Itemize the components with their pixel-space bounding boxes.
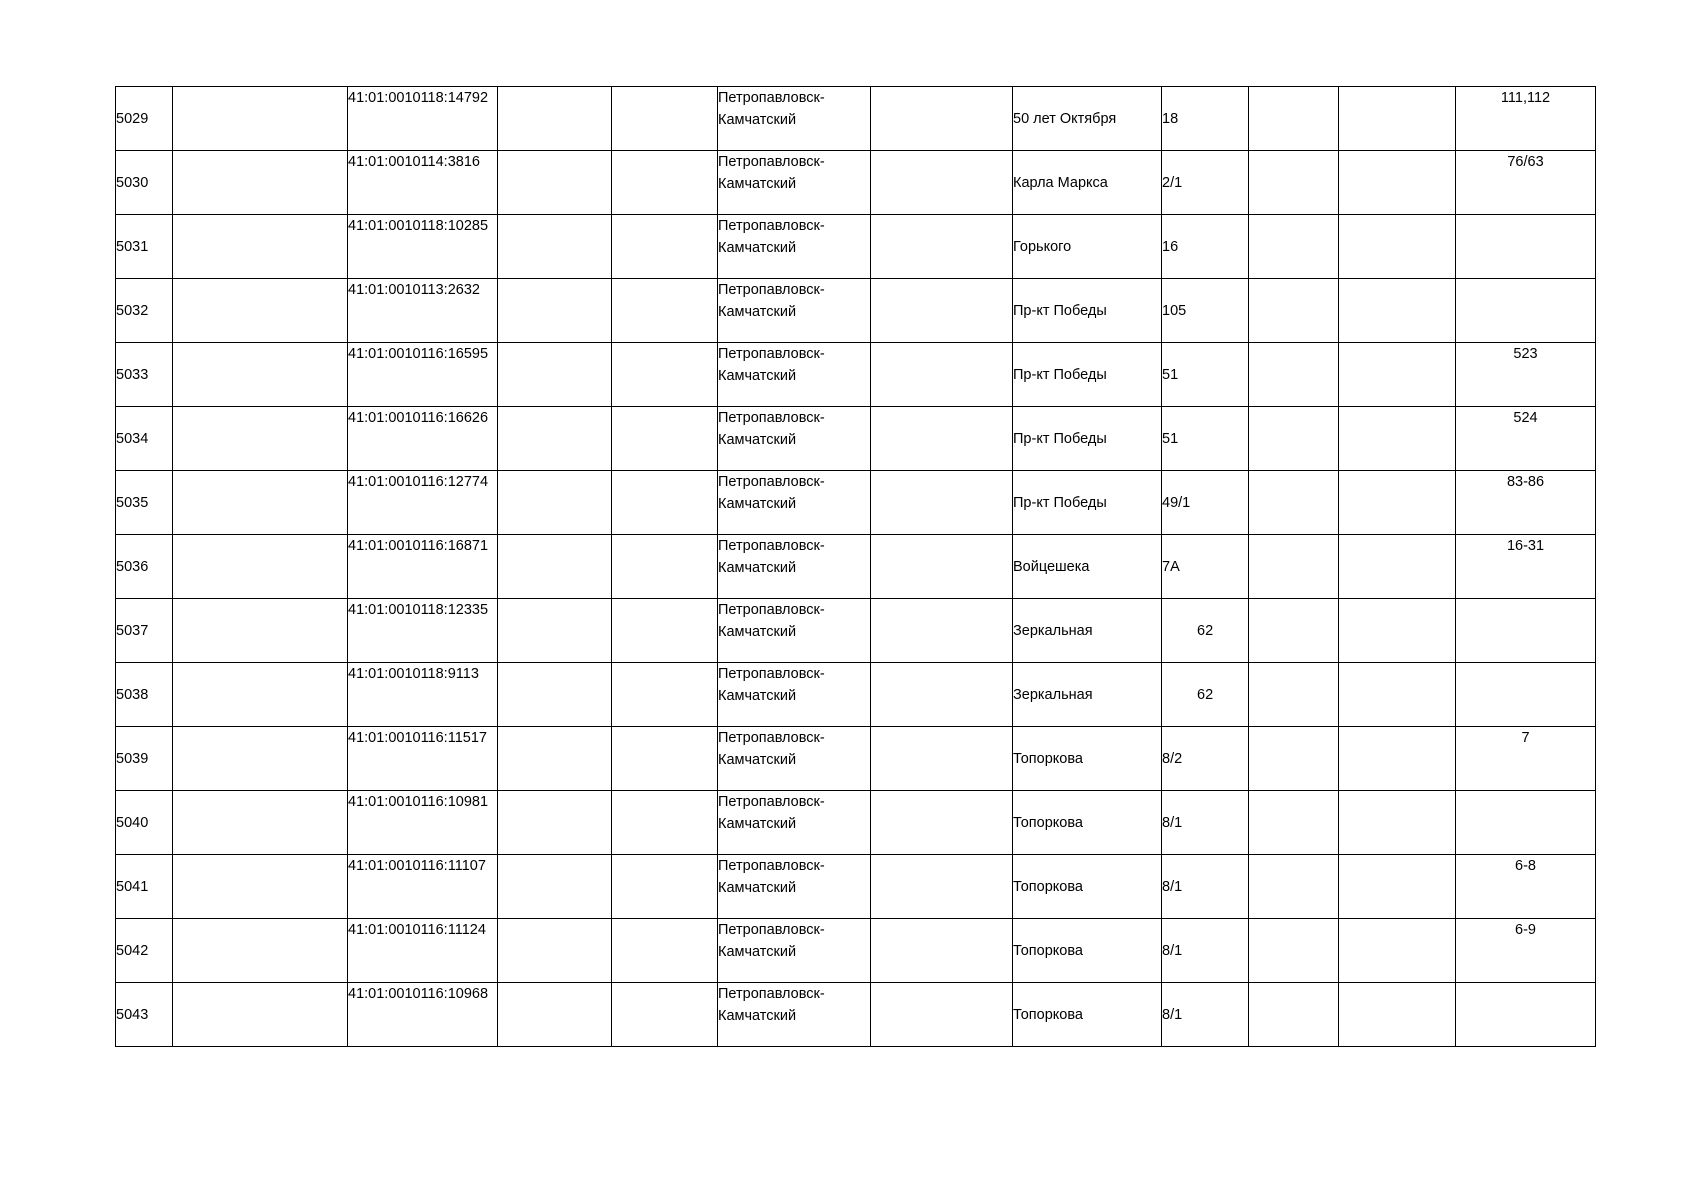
cadastral-number-cell: 41:01:0010116:16871 xyxy=(348,535,498,599)
empty-cell xyxy=(871,855,1013,919)
record-number-cell: 5033 xyxy=(116,343,173,407)
house-cell: 62 xyxy=(1162,599,1249,663)
table-row xyxy=(116,407,1596,471)
street-cell: Пр-кт Победы xyxy=(1013,471,1162,535)
table-row xyxy=(116,983,1596,1047)
record-number-cell: 5030 xyxy=(116,151,173,215)
empty-cell xyxy=(612,791,718,855)
empty-cell xyxy=(1339,279,1456,343)
empty-cell xyxy=(173,279,348,343)
record-number-cell: 5041 xyxy=(116,855,173,919)
empty-cell xyxy=(1249,599,1339,663)
empty-cell xyxy=(1339,919,1456,983)
empty-cell xyxy=(612,471,718,535)
apartment-cell xyxy=(1456,983,1596,1047)
empty-cell xyxy=(612,343,718,407)
record-number-cell: 5037 xyxy=(116,599,173,663)
table-row xyxy=(116,279,1596,343)
apartment-cell: 7 xyxy=(1456,727,1596,791)
table-row xyxy=(116,727,1596,791)
empty-cell xyxy=(871,663,1013,727)
empty-cell xyxy=(1339,343,1456,407)
empty-cell xyxy=(871,87,1013,151)
empty-cell xyxy=(1339,87,1456,151)
house-cell: 8/1 xyxy=(1162,983,1249,1047)
cadastral-number-cell: 41:01:0010118:14792 xyxy=(348,87,498,151)
empty-cell xyxy=(871,919,1013,983)
empty-cell xyxy=(498,855,612,919)
empty-cell xyxy=(173,919,348,983)
cadastral-number-cell: 41:01:0010116:11124 xyxy=(348,919,498,983)
cadastral-number-cell: 41:01:0010116:16595 xyxy=(348,343,498,407)
empty-cell xyxy=(173,599,348,663)
cadastral-number-cell: 41:01:0010113:2632 xyxy=(348,279,498,343)
table-row xyxy=(116,791,1596,855)
street-cell: Пр-кт Победы xyxy=(1013,343,1162,407)
street-cell: Топоркова xyxy=(1013,919,1162,983)
record-number-cell: 5035 xyxy=(116,471,173,535)
cadastral-number-cell: 41:01:0010118:12335 xyxy=(348,599,498,663)
empty-cell xyxy=(498,343,612,407)
house-cell: 8/2 xyxy=(1162,727,1249,791)
empty-cell xyxy=(1249,855,1339,919)
empty-cell xyxy=(1339,983,1456,1047)
table-row xyxy=(116,151,1596,215)
empty-cell xyxy=(1249,471,1339,535)
empty-cell xyxy=(871,151,1013,215)
house-cell: 51 xyxy=(1162,343,1249,407)
apartment-cell: 83-86 xyxy=(1456,471,1596,535)
empty-cell xyxy=(498,791,612,855)
empty-cell xyxy=(1339,727,1456,791)
street-cell: 50 лет Октября xyxy=(1013,87,1162,151)
house-cell: 49/1 xyxy=(1162,471,1249,535)
house-cell: 51 xyxy=(1162,407,1249,471)
empty-cell xyxy=(173,407,348,471)
house-cell: 105 xyxy=(1162,279,1249,343)
registry-body xyxy=(116,87,1596,1047)
empty-cell xyxy=(612,855,718,919)
cadastral-number-cell: 41:01:0010116:10981 xyxy=(348,791,498,855)
empty-cell xyxy=(1249,919,1339,983)
empty-cell xyxy=(173,151,348,215)
record-number-cell: 5031 xyxy=(116,215,173,279)
empty-cell xyxy=(498,919,612,983)
city-cell: Петропавловск-Камчатский xyxy=(718,855,871,919)
empty-cell xyxy=(871,471,1013,535)
apartment-cell: 16-31 xyxy=(1456,535,1596,599)
record-number-cell: 5032 xyxy=(116,279,173,343)
apartment-cell: 523 xyxy=(1456,343,1596,407)
empty-cell xyxy=(1249,215,1339,279)
empty-cell xyxy=(173,983,348,1047)
empty-cell xyxy=(1249,791,1339,855)
empty-cell xyxy=(1249,87,1339,151)
city-cell: Петропавловск-Камчатский xyxy=(718,215,871,279)
table-row xyxy=(116,663,1596,727)
apartment-cell xyxy=(1456,215,1596,279)
empty-cell xyxy=(173,343,348,407)
city-cell: Петропавловск-Камчатский xyxy=(718,343,871,407)
table-row xyxy=(116,855,1596,919)
registry-table xyxy=(115,86,1596,1047)
empty-cell xyxy=(1339,151,1456,215)
empty-cell xyxy=(1339,535,1456,599)
empty-cell xyxy=(612,983,718,1047)
street-cell: Горького xyxy=(1013,215,1162,279)
cadastral-number-cell: 41:01:0010114:3816 xyxy=(348,151,498,215)
cadastral-number-cell: 41:01:0010118:10285 xyxy=(348,215,498,279)
record-number-cell: 5040 xyxy=(116,791,173,855)
empty-cell xyxy=(1339,791,1456,855)
empty-cell xyxy=(498,215,612,279)
empty-cell xyxy=(173,855,348,919)
apartment-cell: 111,112 xyxy=(1456,87,1596,151)
record-number-cell: 5029 xyxy=(116,87,173,151)
street-cell: Топоркова xyxy=(1013,983,1162,1047)
record-number-cell: 5038 xyxy=(116,663,173,727)
empty-cell xyxy=(1339,215,1456,279)
table-row xyxy=(116,535,1596,599)
city-cell: Петропавловск-Камчатский xyxy=(718,407,871,471)
house-cell: 7А xyxy=(1162,535,1249,599)
city-cell: Петропавловск-Камчатский xyxy=(718,663,871,727)
record-number-cell: 5039 xyxy=(116,727,173,791)
house-cell: 8/1 xyxy=(1162,919,1249,983)
empty-cell xyxy=(173,727,348,791)
cadastral-number-cell: 41:01:0010116:11107 xyxy=(348,855,498,919)
empty-cell xyxy=(612,407,718,471)
empty-cell xyxy=(612,919,718,983)
empty-cell xyxy=(498,535,612,599)
empty-cell xyxy=(1249,727,1339,791)
empty-cell xyxy=(612,87,718,151)
apartment-cell: 6-9 xyxy=(1456,919,1596,983)
empty-cell xyxy=(871,535,1013,599)
house-cell: 8/1 xyxy=(1162,791,1249,855)
cadastral-number-cell: 41:01:0010116:12774 xyxy=(348,471,498,535)
empty-cell xyxy=(1249,663,1339,727)
street-cell: Топоркова xyxy=(1013,855,1162,919)
empty-cell xyxy=(612,535,718,599)
table-row xyxy=(116,215,1596,279)
empty-cell xyxy=(871,599,1013,663)
street-cell: Топоркова xyxy=(1013,727,1162,791)
empty-cell xyxy=(871,727,1013,791)
cadastral-number-cell: 41:01:0010116:16626 xyxy=(348,407,498,471)
empty-cell xyxy=(871,279,1013,343)
empty-cell xyxy=(173,471,348,535)
empty-cell xyxy=(173,215,348,279)
empty-cell xyxy=(612,663,718,727)
city-cell: Петропавловск-Камчатский xyxy=(718,151,871,215)
empty-cell xyxy=(612,279,718,343)
street-cell: Карла Маркса xyxy=(1013,151,1162,215)
apartment-cell xyxy=(1456,279,1596,343)
apartment-cell: 76/63 xyxy=(1456,151,1596,215)
city-cell: Петропавловск-Камчатский xyxy=(718,471,871,535)
apartment-cell xyxy=(1456,599,1596,663)
empty-cell xyxy=(871,791,1013,855)
empty-cell xyxy=(1339,407,1456,471)
empty-cell xyxy=(612,599,718,663)
empty-cell xyxy=(612,215,718,279)
table-row xyxy=(116,471,1596,535)
city-cell: Петропавловск-Камчатский xyxy=(718,791,871,855)
city-cell: Петропавловск-Камчатский xyxy=(718,599,871,663)
empty-cell xyxy=(498,599,612,663)
table-row xyxy=(116,87,1596,151)
street-cell: Пр-кт Победы xyxy=(1013,279,1162,343)
empty-cell xyxy=(173,87,348,151)
empty-cell xyxy=(612,151,718,215)
street-cell: Зеркальная xyxy=(1013,663,1162,727)
empty-cell xyxy=(1339,663,1456,727)
empty-cell xyxy=(871,407,1013,471)
cadastral-number-cell: 41:01:0010118:9113 xyxy=(348,663,498,727)
empty-cell xyxy=(173,791,348,855)
empty-cell xyxy=(498,471,612,535)
empty-cell xyxy=(498,87,612,151)
empty-cell xyxy=(1249,343,1339,407)
table-row xyxy=(116,919,1596,983)
house-cell: 2/1 xyxy=(1162,151,1249,215)
empty-cell xyxy=(1249,151,1339,215)
city-cell: Петропавловск-Камчатский xyxy=(718,983,871,1047)
record-number-cell: 5043 xyxy=(116,983,173,1047)
empty-cell xyxy=(173,535,348,599)
empty-cell xyxy=(498,727,612,791)
apartment-cell xyxy=(1456,663,1596,727)
house-cell: 62 xyxy=(1162,663,1249,727)
city-cell: Петропавловск-Камчатский xyxy=(718,727,871,791)
city-cell: Петропавловск-Камчатский xyxy=(718,535,871,599)
empty-cell xyxy=(1339,471,1456,535)
city-cell: Петропавловск-Камчатский xyxy=(718,87,871,151)
empty-cell xyxy=(498,407,612,471)
record-number-cell: 5034 xyxy=(116,407,173,471)
city-cell: Петропавловск-Камчатский xyxy=(718,919,871,983)
empty-cell xyxy=(173,663,348,727)
empty-cell xyxy=(498,663,612,727)
house-cell: 8/1 xyxy=(1162,855,1249,919)
empty-cell xyxy=(498,983,612,1047)
empty-cell xyxy=(1249,279,1339,343)
house-cell: 18 xyxy=(1162,87,1249,151)
street-cell: Зеркальная xyxy=(1013,599,1162,663)
empty-cell xyxy=(871,983,1013,1047)
empty-cell xyxy=(1339,855,1456,919)
street-cell: Войцешека xyxy=(1013,535,1162,599)
city-cell: Петропавловск-Камчатский xyxy=(718,279,871,343)
empty-cell xyxy=(498,279,612,343)
record-number-cell: 5042 xyxy=(116,919,173,983)
table-row xyxy=(116,343,1596,407)
cadastral-number-cell: 41:01:0010116:11517 xyxy=(348,727,498,791)
empty-cell xyxy=(871,343,1013,407)
empty-cell xyxy=(1249,983,1339,1047)
empty-cell xyxy=(871,215,1013,279)
empty-cell xyxy=(498,151,612,215)
apartment-cell: 524 xyxy=(1456,407,1596,471)
house-cell: 16 xyxy=(1162,215,1249,279)
record-number-cell: 5036 xyxy=(116,535,173,599)
apartment-cell xyxy=(1456,791,1596,855)
street-cell: Топоркова xyxy=(1013,791,1162,855)
empty-cell xyxy=(612,727,718,791)
empty-cell xyxy=(1339,599,1456,663)
table-row xyxy=(116,599,1596,663)
cadastral-number-cell: 41:01:0010116:10968 xyxy=(348,983,498,1047)
empty-cell xyxy=(1249,407,1339,471)
apartment-cell: 6-8 xyxy=(1456,855,1596,919)
street-cell: Пр-кт Победы xyxy=(1013,407,1162,471)
empty-cell xyxy=(1249,535,1339,599)
